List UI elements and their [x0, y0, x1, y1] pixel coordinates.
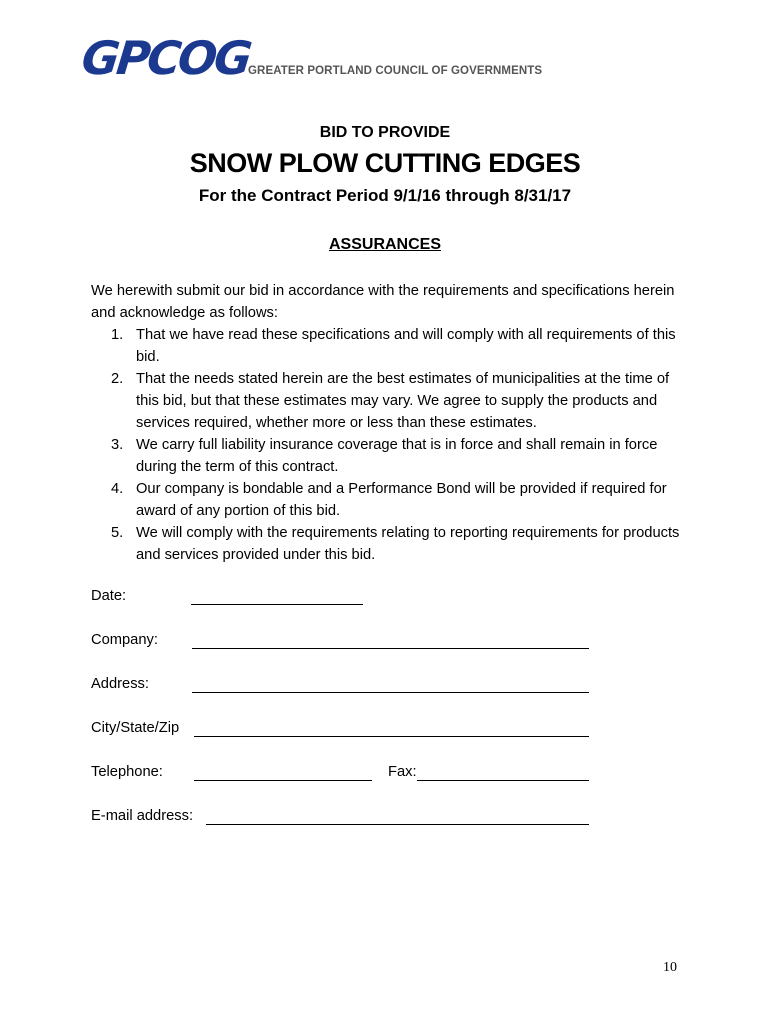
document-title: SNOW PLOW CUTTING EDGES [189, 148, 581, 178]
list-number: 4. [111, 481, 124, 497]
email-field[interactable] [206, 824, 589, 825]
list-item-text: We carry full liability insurance coverage that is in force and shall remain in force during the term of this contract. [136, 437, 658, 475]
company-label: Company: [91, 632, 158, 648]
intro-paragraph: We herewith submit our bid in accordance with the requirements and specifications herein and acknowledge as follows: [91, 283, 675, 321]
fax-field[interactable] [417, 780, 589, 781]
list-item [91, 478, 691, 522]
city-state-zip-field[interactable] [194, 736, 589, 737]
section-heading [0, 236, 770, 254]
address-field[interactable] [192, 692, 589, 693]
organization-name: GREATER PORTLAND COUNCIL OF GOVERNMENTS [248, 65, 543, 77]
logo-mark: GPCOG [79, 31, 252, 85]
city-state-zip-label: City/State/Zip [91, 720, 180, 736]
list-item [91, 522, 691, 566]
date-field[interactable] [191, 604, 363, 605]
telephone-field[interactable] [194, 780, 372, 781]
assurances-heading: ASSURANCES [328, 236, 441, 253]
list-item [91, 324, 691, 368]
list-item-text: We will comply with the requirements relating to reporting requirements for products and services provided under this bid. [136, 525, 680, 563]
fax-label: Fax: [388, 764, 417, 780]
telephone-label: Telephone: [91, 764, 163, 780]
email-label: E-mail address: [91, 808, 194, 824]
page-number: 10 [663, 960, 677, 975]
list-number: 5. [111, 525, 124, 541]
list-item-text: That the needs stated herein are the best estimates of municipalities at the time of this bid, but that these estimates may vary. We agree to supply the products and services required, whether more or less than these estimates. [136, 371, 670, 431]
list-item [91, 368, 691, 434]
assurances-list [91, 324, 691, 566]
contract-period: For the Contract Period 9/1/16 through 8/31/17 [198, 186, 572, 205]
list-number: 3. [111, 437, 124, 453]
bid-to-provide-heading: BID TO PROVIDE [319, 124, 451, 141]
address-label: Address: [91, 676, 149, 692]
company-field[interactable] [192, 648, 589, 649]
list-number: 2. [111, 371, 124, 387]
list-number: 1. [111, 327, 124, 343]
list-item-text: That we have read these specifications and will comply with all requirements of this bid. [136, 327, 676, 365]
list-item [91, 434, 691, 478]
gpcog-logo [79, 31, 552, 88]
list-item-text: Our company is bondable and a Performance Bond will be provided if required for award of any portion of this bid. [136, 481, 667, 519]
date-label: Date: [91, 588, 127, 604]
